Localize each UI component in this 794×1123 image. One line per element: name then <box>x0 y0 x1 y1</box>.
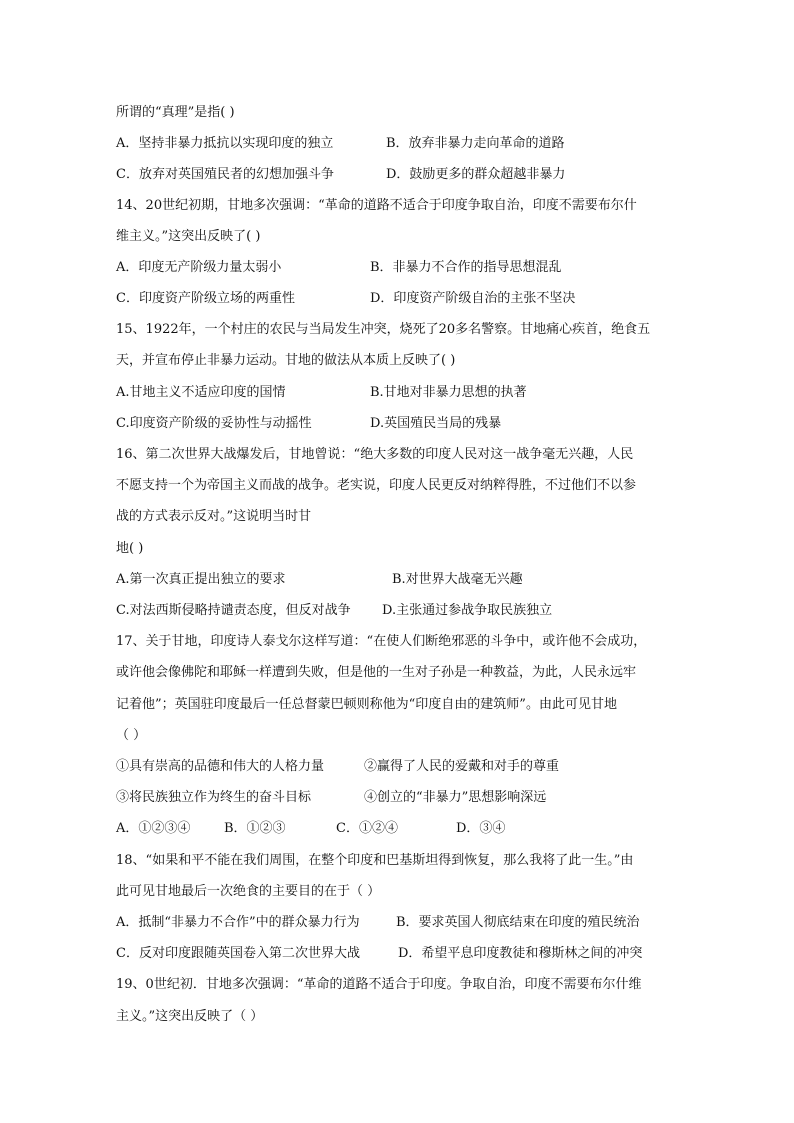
q17-option-c: C．①②④ <box>336 821 398 836</box>
q17-statement-4: ④创立的“非暴力”思想影响深远 <box>364 790 547 805</box>
q13-option-c: C．放弃对英国殖民者的幻想加强斗争 <box>116 167 334 182</box>
q16-option-a: A.第一次真正提出独立的要求 <box>116 572 286 587</box>
q17-stem-line4: （ ） <box>116 728 147 743</box>
q17-option-a: A．①②③④ <box>116 821 191 836</box>
q18-option-b: B．要求英国人彻底结束在印度的殖民统治 <box>396 915 640 930</box>
q13-option-d: D．鼓励更多的群众超越非暴力 <box>386 167 566 182</box>
q13-option-a: A．坚持非暴力抵抗以实现印度的独立 <box>116 136 334 151</box>
q14-option-b: B．非暴力不合作的指导思想混乱 <box>370 260 562 275</box>
q17-stem-line1: 17、关于甘地，印度诗人泰戈尔这样写道：“在使人们断绝邪恶的斗争中，或许他不会成功， <box>116 634 647 649</box>
q16-stem-line3: 战的方式表示反对。”这说明当时甘 <box>116 509 312 524</box>
q15-option-c: C.印度资产阶级的妥协性与动摇性 <box>116 416 312 431</box>
q18-stem-line1: 18、“如果和平不能在我们周围，在整个印度和巴基斯坦得到恢复，那么我将了此一生。”由 <box>116 853 634 868</box>
q17-stem-line2: 或许他会像佛陀和耶稣一样遭到失败，但是他的一生对子孙是一种教益，为此，人民永远牢 <box>116 665 637 680</box>
q17-statement-2: ②赢得了人民的爱戴和对手的尊重 <box>364 759 560 774</box>
q18-stem-line2: 此可见甘地最后一次绝食的主要目的在于（ ） <box>116 884 381 899</box>
q17-option-d: D．③④ <box>456 821 506 836</box>
q15-option-a: A.甘地主义不适应印度的国情 <box>116 385 286 400</box>
q18-option-a: A．抵制“非暴力不合作”中的群众暴力行为 <box>116 915 360 930</box>
q17-statement-3: ③将民族独立作为终生的奋斗目标 <box>116 790 312 805</box>
q17-option-b: B．①②③ <box>224 821 286 836</box>
q16-stem-line4: 地( ) <box>116 541 144 556</box>
q19-stem-line2: 主义。”这突出反映了（ ） <box>116 1009 264 1024</box>
q13-stem-tail: 所谓的“真理”是指( ) <box>116 105 235 120</box>
q18-option-c: C．反对印度跟随英国卷入第二次世界大战 <box>116 946 360 961</box>
q16-stem-line2: 不愿支持一个为帝国主义而战的战争。老实说，印度人民更反对纳粹得胜，不过他们不以参 <box>116 478 637 493</box>
q14-stem-line1: 14、20世纪初期，甘地多次强调：“革命的道路不适合于印度争取自治，印度不需要布尔什 <box>116 198 637 213</box>
q15-option-b: B.甘地对非暴力思想的执著 <box>370 385 527 400</box>
q16-option-d: D.主张通过参战争取民族独立 <box>382 603 553 618</box>
q15-option-d: D.英国殖民当局的残暴 <box>370 416 502 431</box>
q13-option-b: B．放弃非暴力走向革命的道路 <box>386 136 565 151</box>
q14-option-d: D．印度资产阶级自治的主张不坚决 <box>370 291 576 306</box>
q17-stem-line3: 记着他”；英国驻印度最后一任总督蒙巴顿则称他为“印度自由的建筑师”。由此可见甘地 <box>116 697 617 712</box>
q16-option-c: C.对法西斯侵略持谴责态度，但反对战争 <box>116 603 351 618</box>
q14-option-c: C．印度资产阶级立场的两重性 <box>116 291 295 306</box>
q15-stem-line1: 15、1922年，一个村庄的农民与当局发生冲突，烧死了20多名警察。甘地痛心疾首，绝食五 <box>116 322 651 337</box>
q14-option-a: A．印度无产阶级力量太弱小 <box>116 260 282 275</box>
q19-stem-line1: 19、0世纪初．甘地多次强调：“革命的道路不适合于印度。争取自治，印度不需要布尔什维 <box>116 977 642 992</box>
q14-stem-line2: 维主义。”这突出反映了( ) <box>116 229 261 244</box>
q17-statement-1: ①具有崇高的品德和伟大的人格力量 <box>116 759 325 774</box>
q15-stem-line2: 天，并宣布停止非暴力运动。甘地的做法从本质上反映了( ) <box>116 353 456 368</box>
q16-stem-line1: 16、第二次世界大战爆发后，甘地曾说：“绝大多数的印度人民对这一战争毫无兴趣，人民 <box>116 447 634 462</box>
q16-option-b: B.对世界大战毫无兴趣 <box>392 572 523 587</box>
q18-option-d: D．希望平息印度教徒和穆斯林之间的冲突 <box>398 946 643 961</box>
